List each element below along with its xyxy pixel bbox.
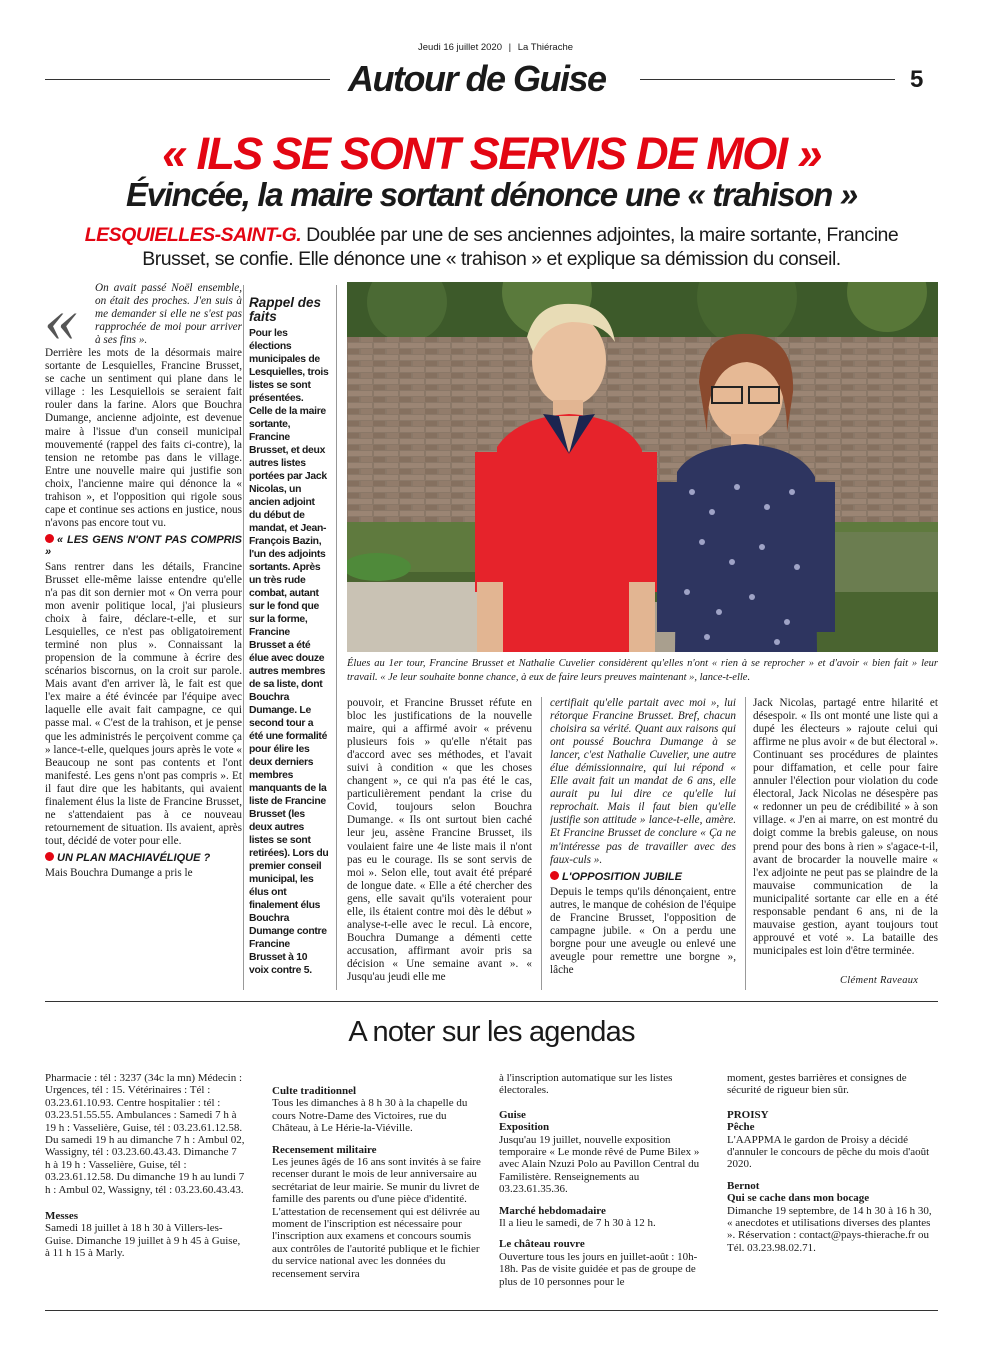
agenda-column-2: [272, 1085, 482, 1305]
lead-line1: Doublée par une de ses anciennes adjointes, la maire sortante, Francine: [306, 224, 899, 246]
article-paragraph: Derrière les mots de la désormais maire sortante de Lesquielles, Francine Brusset, se cache un sentiment qui plane dans le village : les Lesquiellois se seraient fait rouler dans la farine. Alors que Bouchra Dumange, ancienne adjointe, est devenue maire à l'issue d'un conseil municipal mouvementé (rappel des faits ci-contre), la tension ne retombe pas dans le village. Entre une nouvelle maire qui justifie son choix, l'ancienne maire qui dénonce la « trahison », et l'opposition qui rigole sous cape et continue ses actions en justice, nous n'avons pas encore tout vu.: [45, 347, 242, 529]
article-column-3: [347, 697, 532, 990]
header-rule-right: [640, 79, 895, 80]
column-divider: [745, 697, 746, 990]
agenda-title: A noter sur les agendas: [348, 1016, 635, 1048]
agenda-text: Ouverture tous les jours en juillet-août : 10h-18h. Pas de visite guidée et pas de groupe de plus de 10 personnes pour le: [499, 1250, 698, 1288]
page-number: 5: [910, 66, 924, 93]
subhead-plan: UN PLAN MACHIAVÉLIQUE ?: [45, 852, 242, 864]
article-column-4: [550, 697, 736, 990]
agenda-heading: Messes: [45, 1210, 78, 1223]
rappel-title: Rappel des faits: [249, 296, 322, 324]
agenda-text: moment, gestes barrières et consignes de sécurité de rigueur bien sûr.: [727, 1072, 907, 1097]
agenda-column-4: [727, 1072, 938, 1304]
article-paragraph: certifiait qu'elle partait avec moi », lui rétorque Francine Brusset. Bref, chacun choisira sa vérité. Quant aux raisons qui ont poussé Bouchra Dumange à se lancer, c'est Nathalie Cuvelier, une autre élue démissionnaire, qui lui répond « Elle avait fait un mandat de 6 ans, elle aurait pu lui dire ce qu'elle lui reprochait. Mais il faut bien qu'elle justifie son attitude » lance-t-elle, amère. Et Francine Brusset de conclure « Ça ne m'intéresse pas de travailler avec des faux-culs ».: [550, 697, 736, 866]
agenda-text: Jusqu'au 19 juillet, nouvelle exposition temporaire « Le monde rêvé de Pume Bilex » avec Alain Nzuzi Polo au Pavillon Central du Familistère. Renseignements au 03.23.61.35.36.: [499, 1133, 700, 1196]
article-column-5: [753, 697, 938, 975]
agenda-heading: Pêche: [727, 1121, 755, 1134]
agenda-text: Tous les dimanches à 8 h 30 à la chapelle du cours Notre-Dame des Victoires, rue du Château, à Le Hérie-la-Viéville.: [272, 1097, 468, 1135]
lead: [0, 224, 983, 271]
issue-date: Jeudi 16 juillet 2020: [418, 42, 502, 53]
headline-title: Évincée, la maire sortant dénonce une « trahison »: [126, 176, 857, 213]
opening-quote-mark: «: [44, 283, 77, 356]
subhead-gens: « LES GENS N'ONT PAS COMPRIS »: [45, 533, 242, 558]
bullet-dot-icon: [45, 534, 54, 543]
agenda-text: L'AAPPMA le gardon de Proisy a décidé d'annuler le concours de pêche du mois d'août 2020.: [727, 1133, 930, 1171]
lead-line2: Brusset, se confie. Elle dénonce une « trahison » et explique sa démission du conseil.: [142, 248, 841, 270]
agenda-heading: Guise: [499, 1108, 526, 1121]
rappel-box: [249, 296, 329, 996]
header-rule-left: [45, 79, 330, 80]
article-paragraph: Jack Nicolas, partagé entre hilarité et désespoir. « Ils ont monté une liste qui a dupé les électeurs » rajoute celui qui affirme ne plus avoir « de but électoral ». Continuant ses procédures de plaintes pour diffamation, et celle pour faire annuler l'élection pour violation du code électoral, Jack Nicolas ne désespère pas « redonner un peu de crédibilité » à son village. « J'en ai marre, on est montré du doigt comme la brebis galeuse, on nous prend pour des bons à rien » s'agace-t-il, avant de brocarder la nouvelle maire « l'ex adjointe ne peut pas se plaindre de la mauvaise communication de la municipalité sortante car elle en a été responsable pendant 6 ans, ni de la mauvaise gestion, ayant toujours tout approuvé et voté ». La bataille des municipales est loin d'être terminée.: [753, 697, 938, 957]
column-divider: [541, 697, 542, 990]
article-photo: [347, 282, 938, 652]
dateline-separator: |: [508, 42, 512, 53]
agenda-text: à l'inscription automatique sur les listes électorales.: [499, 1072, 673, 1097]
section-title: Autour de Guise: [348, 58, 606, 99]
column-divider: [243, 285, 244, 990]
agenda-heading: PROISY: [727, 1108, 769, 1121]
agenda-top-rule: [45, 1001, 938, 1002]
agenda-bottom-rule: [45, 1310, 938, 1311]
headline-kicker: « ILS SE SONT SERVIS DE MOI »: [162, 128, 821, 179]
bullet-dot-icon: [45, 852, 54, 861]
agenda-heading: Qui se cache dans mon bocage: [727, 1192, 870, 1205]
bullet-dot-icon: [550, 871, 559, 880]
article-column-1: [45, 282, 242, 992]
photo-caption: Élues au 1er tour, Francine Brusset et Nathalie Cuvelier considèrent qu'elles n'ont « rien à se reprocher » et d'avoir « bien fait » leur travail. « Je leur souhaite bonne chance, à eux de faire leurs preuves maintenant », lance-t-elle.: [347, 658, 938, 683]
agenda-text: Pharmacie : tél : 3237 (34c la mn) Médecin : Urgences, tél : 15. Vétérinaires : Tél : 03.23.61.10.93. Centre hospitalier : tél : 03.23.51.55.55. Ambulances : Samedi 7 h à 19 h : Vasselière, Guise, tél : 03.23.61.12.58. Du samedi 19 h au dimanche 7 h : Ambul 02, Wassigny, tél : 03.23.60.43.43. Dimanche 7 h à 19 h : Vasselière, Guise, tél : 03.23.61.12.58. Du dimanche 19 h au lundi 7 h : Ambul 02, Wassigny, tél : 03.23.60.43.43.: [45, 1072, 245, 1196]
agenda-column-3: [499, 1072, 704, 1304]
agenda-heading: Marché hebdomadaire: [499, 1204, 606, 1217]
dateline: [418, 42, 573, 53]
agenda-text: Les jeunes âgés de 16 ans sont invités à se faire recenser durant le mois de leur anniversaire au secrétariat de leur mairie. Se munir du livret de famille des parents ou d'une pièce d'identité. L'attestation de recensement qui est délivrée au moment de l'inscription est nécessaire pour l'inscription aux examens et concours soumis aux contrôles de l'autorité publique et le fichier du service national avec les données du recensement servira: [272, 1156, 481, 1280]
byline: Clément Raveaux: [840, 975, 919, 986]
agenda-heading: Exposition: [499, 1121, 550, 1134]
article-paragraph: Depuis le temps qu'ils dénonçaient, entre autres, le manque de cohésion de l'équipe de Francine Brusset, l'opposition de campagne jubile. « On a perdu une borgne pour une aveugle ou enlevé une aveugle pour remettre une borgne », lâche: [550, 885, 736, 976]
article-paragraph: Sans rentrer dans les détails, Francine Brusset elle-même laisse entendre qu'elle n'a pas dit son dernier mot « On verra pour mon avenir politique local, j'ai plusieurs choix à faire, déclare-t-elle, et sur Lesquielles, ce n'est pas obligatoirement terminé non plus ». Connaissant la propension de la commune à écrire des scénarios biscornus, on la croit sur parole. Mais avant d'en arriver là, le fait est que l'ex maire a été évincée par l'équipe avec laquelle elle avait fait campagne, ce qui passe mal. « C'est de la trahison, et je pense que les administrés le perçoivent comme ça » lance-t-elle, quelques jours après le vote « Beaucoup ne sont pas contents et l'ont manifesté. Les gens n'ont pas compris ». Et il faut dire que les habitants, qui avaient finalement élus la liste de Francine Brusset, ne s'attendaient pas à ce nouveau retournement de situation. Ils avaient, après tout, décidé de voter pour elle.: [45, 560, 242, 847]
agenda-heading: Culte traditionnel: [272, 1085, 357, 1097]
paper-name: La Thiérache: [517, 42, 574, 53]
agenda-text: Dimanche 19 septembre, de 14 h 30 à 16 h 30, « anecdotes et utilisations diverses des plantes ». Réservation : contact@pays-thierache.fr ou Tél. 03.23.98.02.71.: [727, 1204, 932, 1254]
column-divider: [336, 285, 337, 990]
photo-illustration: [347, 282, 938, 652]
agenda-text: Il a lieu le samedi, de 7 h 30 à 12 h.: [499, 1217, 656, 1230]
article-intro: On avait passé Noël ensemble, on était des proches. J'en suis à me demander si elle ne s'est pas rapprochée de moi pour arriver à ses fins ».: [95, 282, 242, 347]
subhead-opposition: L'OPPOSITION JUBILE: [550, 871, 736, 883]
rappel-text: Pour les élections municipales de Lesquielles, trois listes se sont présentées. Celle de la maire sortante, Francine Brusset, et deux autres listes portées par Jack Nicolas, un ancien adjoint du début de mandat, et Jean-François Bazin, l'un des adjoints sortants. Après un très rude combat, autant sur le fond que sur la forme, Francine Brusset a été élue avec douze autres membres de sa liste, dont Bouchra Dumange. Le second tour a été une formalité pour élire les deux derniers membres manquants de la liste de Francine Brusset (les deux autres listes se sont retirées). Lors du premier conseil municipal, les élus ont finalement élus Bouchra Dumange contre Francine Brusset à 10 voix contre 5.: [249, 328, 329, 976]
agenda-heading: Bernot: [727, 1179, 760, 1192]
lead-place: LESQUIELLES-SAINT-G.: [84, 224, 302, 246]
agenda-text: Samedi 18 juillet à 18 h 30 à Villers-les-Guise. Dimanche 19 juillet à 9 h 45 à Guise, à 11 h 15 à Marly.: [45, 1222, 241, 1260]
article-paragraph: pouvoir, et Francine Brusset réfute en bloc les justifications de la nouvelle maire, qui a affirmé avoir « prévenu plusieurs fois » qu'elle n'était pas d'accord avec ses méthodes, et l'avait suivi à condition « que les choses changent », ce qui n'a pas été le cas, particulièrement pendant la crise du Covid, toujours selon Bouchra Dumange. « Ils ont surtout bien caché leur jeu, assène Francine Brusset, ils voulaient faire une 4e liste mais il n'ont pas eu le courage. Ils se sont servis de moi ». Selon elle, tout avait été préparé de longue date. « Elle a été chercher des gens, elle savait qu'ils voteraient pour elle, ils étaient contre moi dès le début » analyse-t-elle avec le recul. Là encore, Bouchra Dumange a démenti cette accusation, affirmant avoir pris sa décision « Une semaine avant ». « Jusqu'au jeudi elle me: [347, 697, 532, 983]
agenda-heading: Recensement militaire: [272, 1143, 377, 1156]
agenda-column-1: [45, 1072, 245, 1304]
article-paragraph: Mais Bouchra Dumange a pris le: [45, 866, 193, 879]
agenda-heading: Le château rouvre: [499, 1238, 585, 1251]
